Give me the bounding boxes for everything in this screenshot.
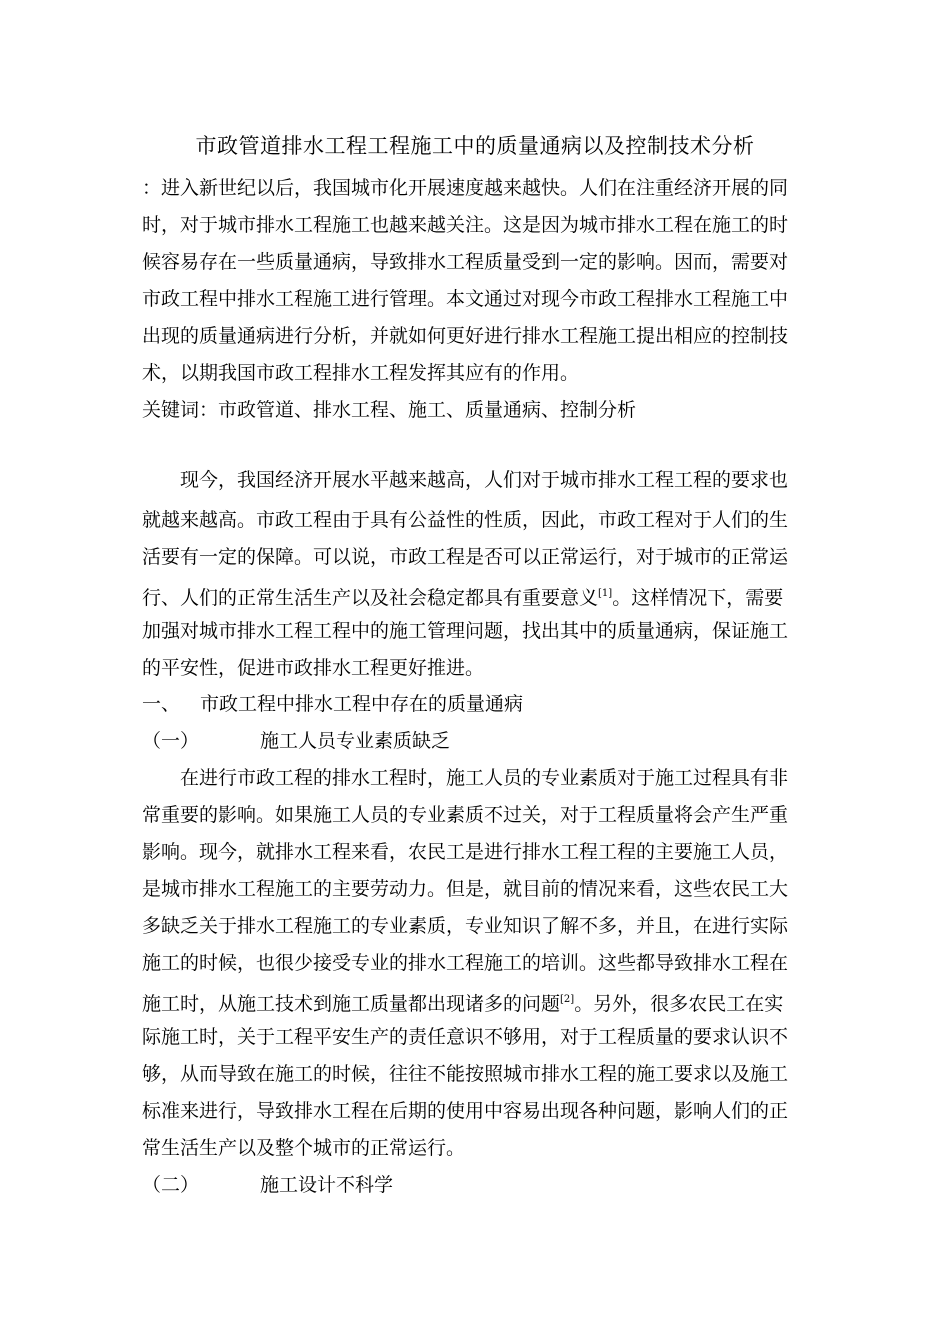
citation-ref: [2] xyxy=(560,994,575,1005)
subsection-number: （二） xyxy=(142,1174,200,1196)
subsection-number: （一） xyxy=(142,730,200,752)
abstract-line: 时，对于城市排水工程施工也越来越关注。这是因为城市排水工程在施工的时 xyxy=(142,214,789,236)
subsection-heading-2 xyxy=(142,1173,393,1197)
body-line: 标准来进行，导致排水工程在后期的使用中容易出现各种问题，影响人们的正 xyxy=(142,1100,789,1122)
section-title: 市政工程中排水工程中存在的质量通病 xyxy=(200,693,524,715)
intro-paragraph-line: 现今，我国经济开展水平越来越高，人们对于城市排水工程工程的要求也 xyxy=(180,469,789,491)
section-heading-1 xyxy=(142,692,523,716)
body-line: 常重要的影响。如果施工人员的专业素质不过关，对于工程质量将会产生严重 xyxy=(142,804,789,826)
intro-paragraph-line: 就越来越高。市政工程由于具有公益性的性质，因此，市政工程对于人们的生 xyxy=(142,509,789,531)
abstract-line: 术，以期我国市政工程排水工程发挥其应有的作用。 xyxy=(142,362,580,384)
intro-paragraph-line: 的平安性，促进市政排水工程更好推进。 xyxy=(142,657,485,679)
body-text: 施工时，从施工技术到施工质量都出现诸多的问题 xyxy=(142,993,561,1015)
keywords: 关键词：市政管道、排水工程、施工、质量通病、控制分析 xyxy=(142,399,637,421)
abstract-line: 出现的质量通病进行分析，并就如何更好进行排水工程施工提出相应的控制技 xyxy=(142,325,789,347)
subsection-heading-1 xyxy=(142,729,450,753)
intro-text: 行、人们的正常生活生产以及社会稳定都具有重要意义 xyxy=(142,587,599,609)
body-line: 影响。现今，就排水工程来看，农民工是进行排水工程工程的主要施工人员， xyxy=(142,841,789,863)
body-line: 在进行市政工程的排水工程时，施工人员的专业素质对于施工过程具有非 xyxy=(180,767,789,789)
abstract-line: 候容易存在一些质量通病，导致排水工程质量受到一定的影响。因而，需要对 xyxy=(142,251,789,273)
intro-paragraph-line: 活要有一定的保障。可以说，市政工程是否可以正常运行，对于城市的正常运 xyxy=(142,546,789,568)
abstract-line: ：进入新世纪以后，我国城市化开展速度越来越快。人们在注重经济开展的同 xyxy=(142,177,789,199)
intro-paragraph-line xyxy=(142,582,783,610)
body-line: 够，从而导致在施工的时候，往往不能按照城市排水工程的施工要求以及施工 xyxy=(142,1063,789,1085)
document-title: 市政管道排水工程工程施工中的质量通病以及控制技术分析 xyxy=(195,134,755,158)
body-line: 是城市排水工程施工的主要劳动力。但是，就目前的情况来看，这些农民工大 xyxy=(142,878,789,900)
body-line: 多缺乏关于排水工程施工的专业素质，专业知识了解不多，并且，在进行实际 xyxy=(142,915,789,937)
body-line: 际施工时，关于工程平安生产的责任意识不够用，对于工程质量的要求认识不 xyxy=(142,1026,789,1048)
section-number: 一、 xyxy=(142,693,181,715)
citation-ref: [1] xyxy=(598,588,613,599)
body-line: 施工的时候，也很少接受专业的排水工程施工的培训。这些都导致排水工程在 xyxy=(142,952,789,974)
body-text: 。另外，很多农民工在实 xyxy=(574,993,784,1015)
abstract-line: 市政工程中排水工程施工进行管理。本文通过对现今市政工程排水工程施工中 xyxy=(142,288,789,310)
subsection-title: 施工设计不科学 xyxy=(260,1174,394,1196)
body-line: 常生活生产以及整个城市的正常运行。 xyxy=(142,1137,466,1159)
subsection-title: 施工人员专业素质缺乏 xyxy=(260,730,451,752)
intro-paragraph-line: 加强对城市排水工程工程中的施工管理问题，找出其中的质量通病，保证施工 xyxy=(142,620,789,642)
body-line xyxy=(142,988,783,1016)
intro-text: 。这样情况下，需要 xyxy=(612,587,784,609)
